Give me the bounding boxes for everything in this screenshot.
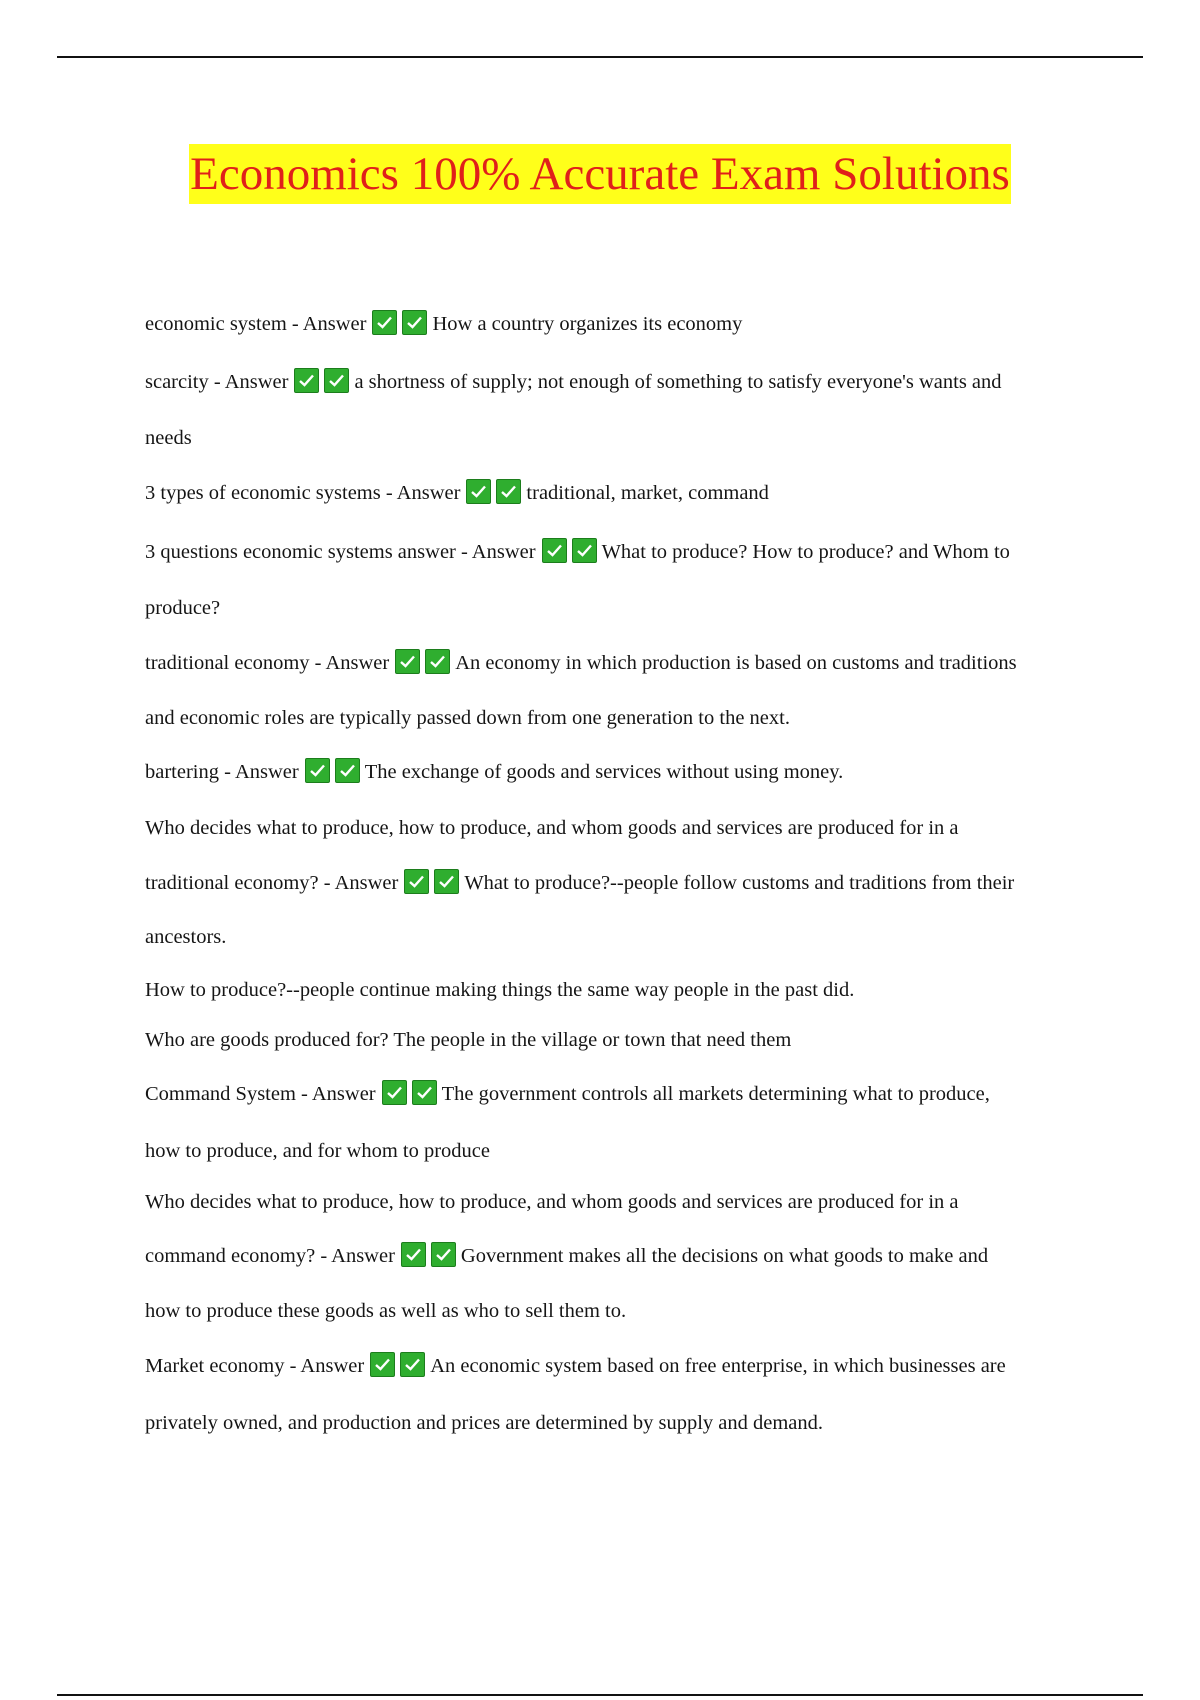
- question-text: 3 questions economic systems answer - Answer: [145, 541, 536, 563]
- answer-text: The government controls all markets determining what to produce,: [441, 1083, 990, 1105]
- qa-line: [145, 1241, 988, 1271]
- qa-line: [145, 537, 1010, 567]
- qa-line: [145, 757, 843, 787]
- check-icon: [542, 538, 567, 563]
- question-line: Who decides what to produce, how to produce, and whom goods and services are produced for in a: [145, 817, 959, 839]
- question-text: traditional economy? - Answer: [145, 872, 399, 894]
- qa-line: [145, 868, 1014, 898]
- question-text: command economy? - Answer: [145, 1245, 395, 1267]
- check-icon: [434, 869, 459, 894]
- qa-line: [145, 648, 1017, 678]
- question-text: scarcity - Answer: [145, 371, 289, 393]
- check-icon: [382, 1080, 407, 1105]
- question-line: Who decides what to produce, how to produce, and whom goods and services are produced for in a: [145, 1191, 959, 1213]
- answer-text: What to produce? How to produce? and Whom to: [601, 541, 1010, 563]
- answer-text: The exchange of goods and services without using money.: [364, 761, 844, 783]
- check-icon: [294, 368, 319, 393]
- check-icon: [402, 310, 427, 335]
- answer-text: An economic system based on free enterprise, in which businesses are: [430, 1355, 1006, 1377]
- document-title: Economics 100% Accurate Exam Solutions: [189, 144, 1011, 204]
- continuation-line: how to produce, and for whom to produce: [145, 1140, 490, 1162]
- continuation-line: how to produce these goods as well as who to sell them to.: [145, 1300, 627, 1322]
- answer-text: traditional, market, command: [526, 482, 769, 504]
- question-text: Market economy - Answer: [145, 1355, 365, 1377]
- check-icon: [370, 1352, 395, 1377]
- question-text: 3 types of economic systems - Answer: [145, 482, 461, 504]
- question-text: economic system - Answer: [145, 313, 367, 335]
- qa-line: [145, 367, 1002, 397]
- answer-text: How a country organizes its economy: [432, 313, 743, 335]
- check-icon: [425, 649, 450, 674]
- answer-line: How to produce?--people continue making things the same way people in the past did.: [145, 979, 855, 1001]
- check-icon: [496, 479, 521, 504]
- answer-text: An economy in which production is based on customs and traditions: [455, 652, 1017, 674]
- continuation-line: privately owned, and production and prices are determined by supply and demand.: [145, 1412, 824, 1434]
- qa-line: [145, 1351, 1006, 1381]
- question-text: Command System - Answer: [145, 1083, 376, 1105]
- answer-text: What to produce?--people follow customs and traditions from their: [464, 872, 1015, 894]
- check-icon: [400, 1352, 425, 1377]
- check-icon: [324, 368, 349, 393]
- check-icon: [466, 479, 491, 504]
- qa-line: [145, 309, 742, 339]
- question-text: traditional economy - Answer: [145, 652, 390, 674]
- check-icon: [372, 310, 397, 335]
- check-icon: [395, 649, 420, 674]
- question-text: bartering - Answer: [145, 761, 299, 783]
- check-icon: [404, 869, 429, 894]
- continuation-line: needs: [145, 427, 192, 449]
- answer-line: Who are goods produced for? The people in the village or town that need them: [145, 1029, 792, 1051]
- answer-text: a shortness of supply; not enough of something to satisfy everyone's wants and: [354, 371, 1002, 393]
- answer-text: Government makes all the decisions on what goods to make and: [460, 1245, 989, 1267]
- check-icon: [572, 538, 597, 563]
- continuation-line: ancestors.: [145, 926, 227, 948]
- qa-line: [145, 478, 769, 508]
- check-icon: [335, 758, 360, 783]
- continuation-line: produce?: [145, 597, 221, 619]
- check-icon: [431, 1242, 456, 1267]
- check-icon: [412, 1080, 437, 1105]
- check-icon: [305, 758, 330, 783]
- footer-rule: [57, 1694, 1143, 1696]
- qa-line: [145, 1079, 990, 1109]
- continuation-line: and economic roles are typically passed down from one generation to the next.: [145, 707, 790, 729]
- check-icon: [401, 1242, 426, 1267]
